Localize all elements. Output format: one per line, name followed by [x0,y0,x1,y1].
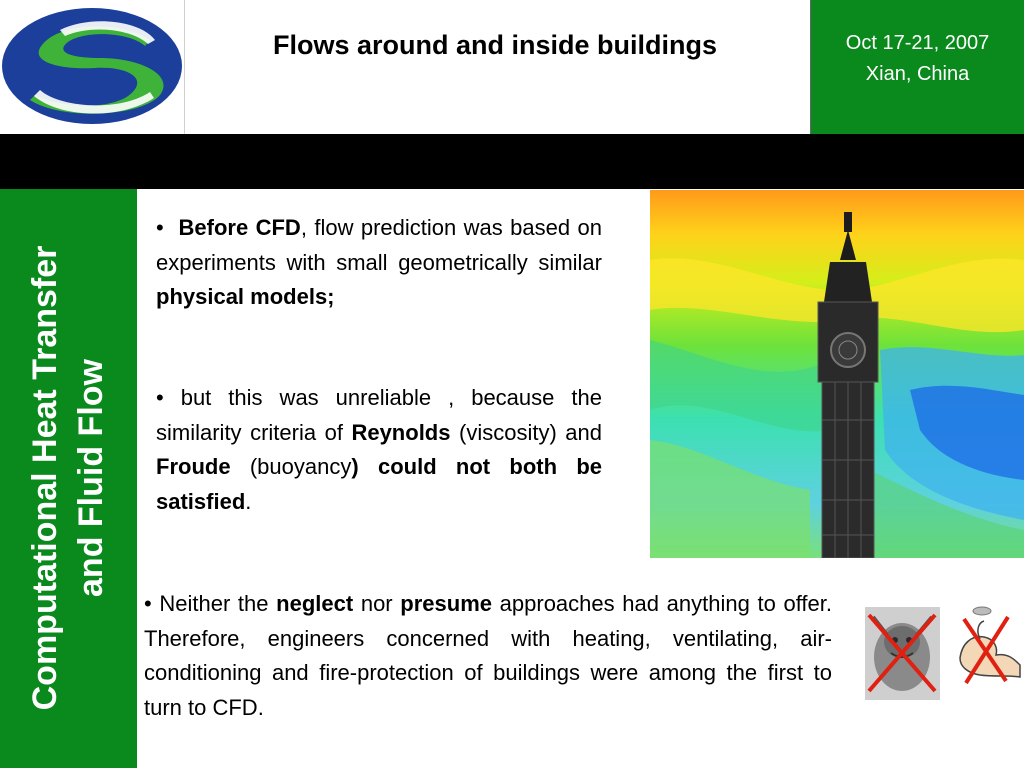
conference-logo-icon [0,0,185,132]
bullet-mark: • [144,591,152,616]
header-divider [184,0,185,134]
bold-reynolds: Reynolds [351,419,451,445]
bullet-mark: • [156,215,164,240]
bold-before-cfd: Before CFD [178,215,301,240]
bold-physical-models: physical models; [156,284,335,309]
sidebar-title-line2: and Fluid Flow [72,359,110,597]
sidebar-title [22,198,114,758]
big-ben-cfd-contour-image [650,190,1024,558]
bold-neglect: neglect [276,591,354,616]
bold-not-satisfied: ) could not both be satisfied [156,454,602,514]
bullet-text: approaches had anything to offer. Therefore, engineers concerned with heating, ventilating, air-conditioning and fire-protection of buildings were among the first to turn to CFD. [144,591,832,720]
bullet-text: (buoyancy [230,454,352,479]
bullet-text: Neither the [151,591,277,616]
hand-coin-crossed-icon [950,603,1024,691]
bullet-text: but this was unreliable , because the similarity criteria of [156,385,602,445]
bullet-mark: • [156,385,164,410]
bold-froude: Froude [156,454,231,479]
bullet-text: . [245,488,252,514]
bullet-neglect-presume [144,587,832,725]
bold-presume: presume [400,591,493,616]
black-band [0,134,1024,189]
gargoyle-crossed-icon [865,607,940,700]
bullet-before-cfd [156,211,602,315]
bullet-text: nor [353,591,401,616]
date-location-box [810,0,1024,134]
bullet-text: (viscosity) and [450,419,602,445]
sidebar-title-line1: Computational Heat Transfer [26,245,64,711]
bullet-unreliable [156,381,602,519]
event-date: Oct 17-21, 2007 [845,32,990,54]
slide-title: Flows around and inside buildings [272,30,717,60]
bullet-text: , flow prediction was based on experiments with small geometrically similar [156,215,602,275]
event-location: Xian, China [865,63,970,85]
